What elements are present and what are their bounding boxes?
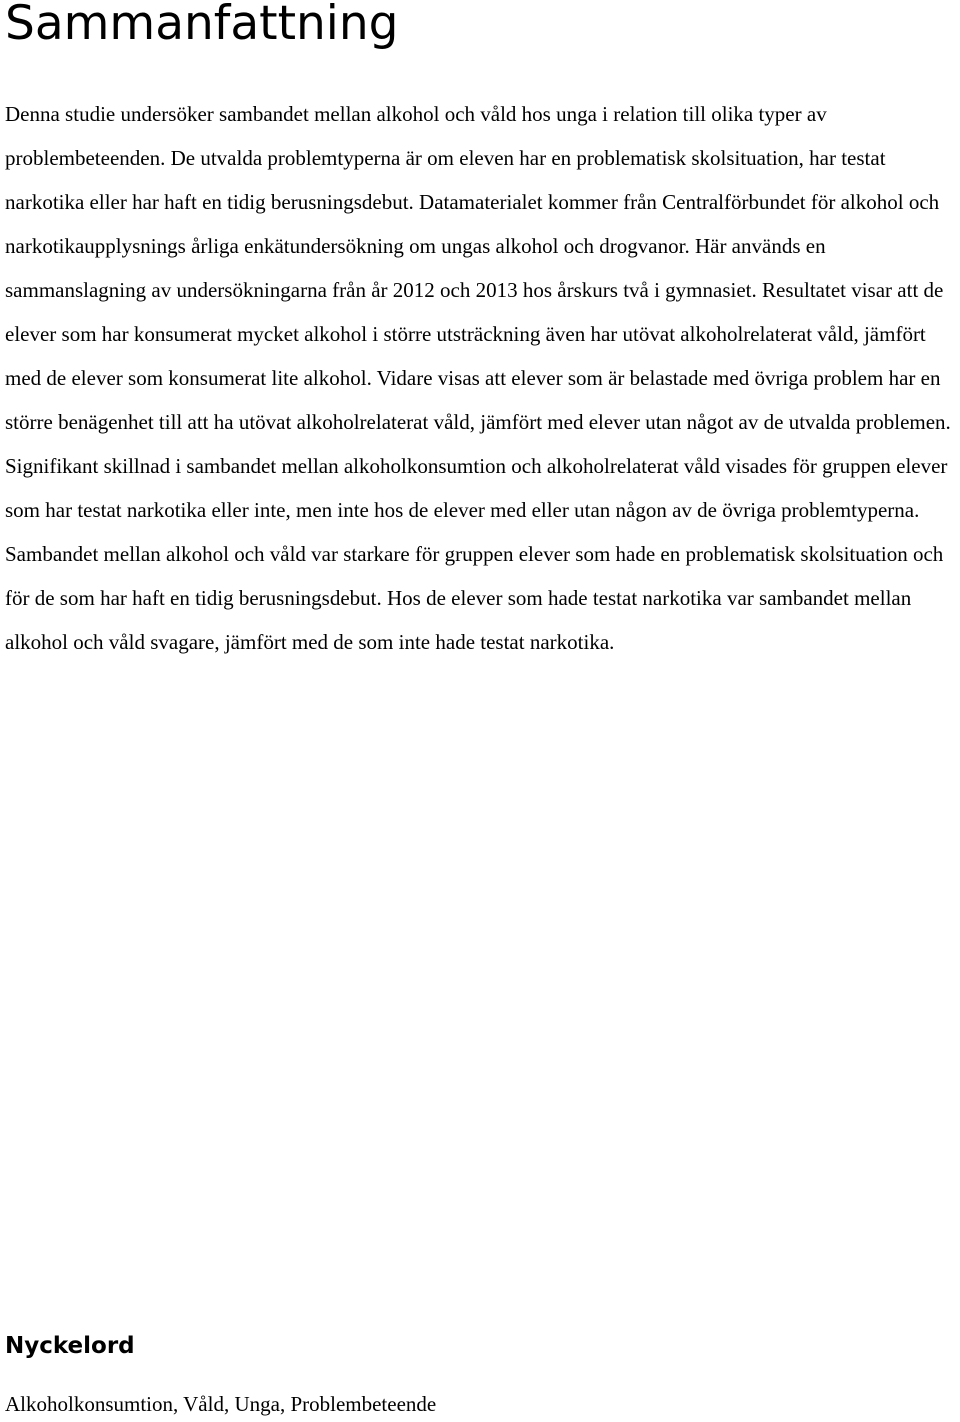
abstract-paragraph: Denna studie undersöker sambandet mellan alkohol och våld hos unga i relation till olika typer av problembeteenden. De utvalda problemtyperna är om eleven har en problematisk skolsituation, har testat narkotika eller har haft en tidig berusningsdebut. Datamaterialet kommer från Centralförbundet för alkohol och narkotikaupplysnings årliga enkätundersökning om ungas alkohol och drogvanor. Här används en sammanslagning av undersökningarna från år 2012 och 2013 hos årskurs två i gymnasiet. Resultatet visar att de elever som har konsumerat mycket alkohol i större utsträckning även har utövat alkoholrelaterat våld, jämfört med de elever som konsumerat lite alkohol. Vidare visas att elever som är belastade med övriga problem har en större benägenhet till att ha utövat alkoholrelaterat våld, jämfört med elever utan något av de utvalda problemen. Signifikant skillnad i sambandet mellan alkoholkonsumtion och alkoholrelaterat våld visades för gruppen elever som har testat narkotika eller inte, men inte hos de elever med eller utan någon av de övriga problemtyperna. Sambandet mellan alkohol och våld var starkare för gruppen elever som hade en problematisk skolsituation och för de som har haft en tidig berusningsdebut. Hos de elever som hade testat narkotika var sambandet mellan alkohol och våld svagare, jämfört med de som inte hade testat narkotika. [5, 102, 951, 654]
page-title: Sammanfattning [5, 0, 399, 51]
keywords-heading: Nyckelord [5, 1333, 135, 1359]
keywords-list: Alkoholkonsumtion, Våld, Unga, Problembeteende [5, 1392, 437, 1416]
